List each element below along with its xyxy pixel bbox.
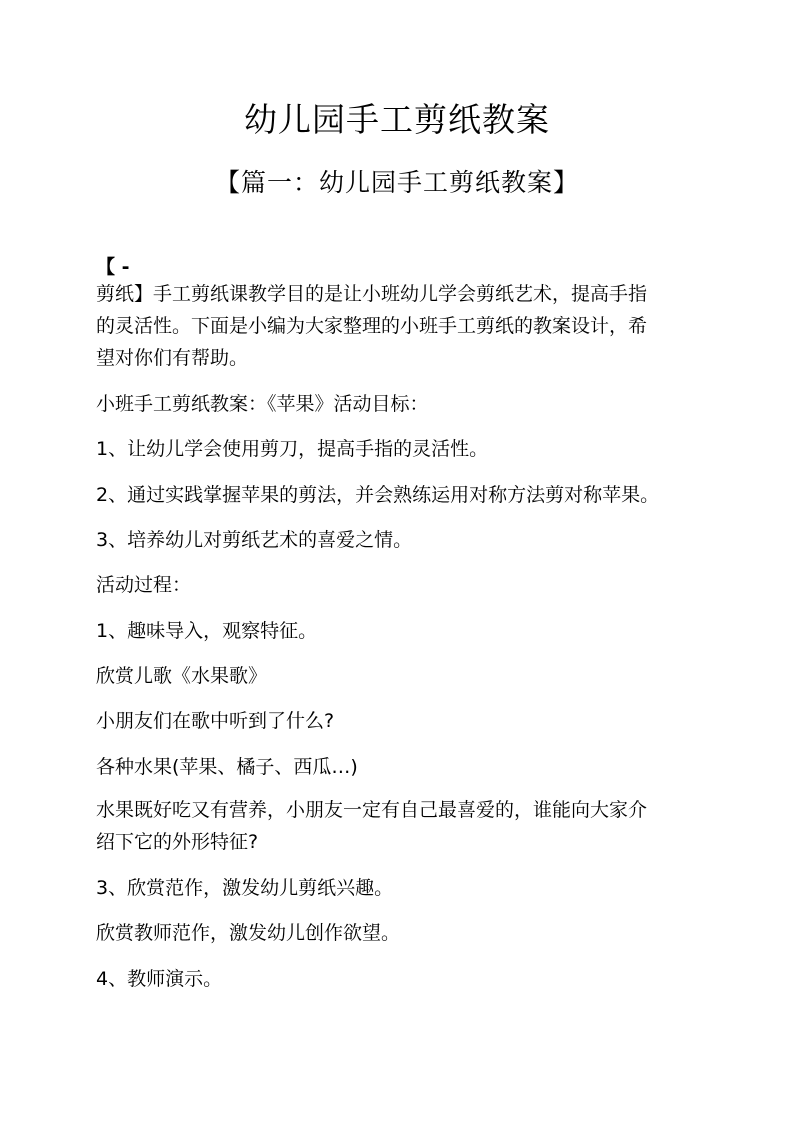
intro-line-2: 的灵活性。下面是小编为大家整理的小班手工剪纸的教案设计，希	[96, 315, 648, 337]
document-title: 幼儿园手工剪纸教案	[244, 100, 550, 139]
teacher-work-line: 欣赏教师范作，激发幼儿创作欲望。	[96, 922, 401, 944]
step-1: 1、趣味导入，观察特征。	[96, 620, 318, 642]
process-heading: 活动过程：	[96, 574, 192, 596]
song-line: 欣赏儿歌《水果歌》	[96, 665, 268, 687]
question-2-line-2: 绍下它的外形特征?	[96, 831, 259, 853]
intro-bracket: 【 -	[96, 256, 130, 278]
goal-3: 3、培养幼儿对剪纸艺术的喜爱之情。	[96, 529, 413, 551]
intro-line-3: 望对你们有帮助。	[96, 347, 249, 369]
step-4: 4、教师演示。	[96, 968, 223, 990]
question-1: 小朋友们在歌中听到了什么?	[96, 710, 335, 732]
document-subtitle: 【篇一：幼儿园手工剪纸教案】	[214, 168, 579, 197]
intro-line-1: 剪纸】手工剪纸课教学目的是让小班幼儿学会剪纸艺术，提高手指	[96, 283, 648, 305]
fruits-line: 各种水果(苹果、橘子、西瓜…)	[96, 756, 358, 778]
question-2-line-1: 水果既好吃又有营养，小朋友一定有自己最喜爱的，谁能向大家介	[96, 799, 648, 821]
plan-heading: 小班手工剪纸教案：《苹果》活动目标：	[96, 393, 429, 415]
step-3: 3、欣赏范作，激发幼儿剪纸兴趣。	[96, 877, 394, 899]
goal-1: 1、让幼儿学会使用剪刀，提高手指的灵活性。	[96, 438, 489, 460]
goal-2: 2、通过实践掌握苹果的剪法，并会熟练运用对称方法剪对称苹果。	[96, 484, 660, 506]
